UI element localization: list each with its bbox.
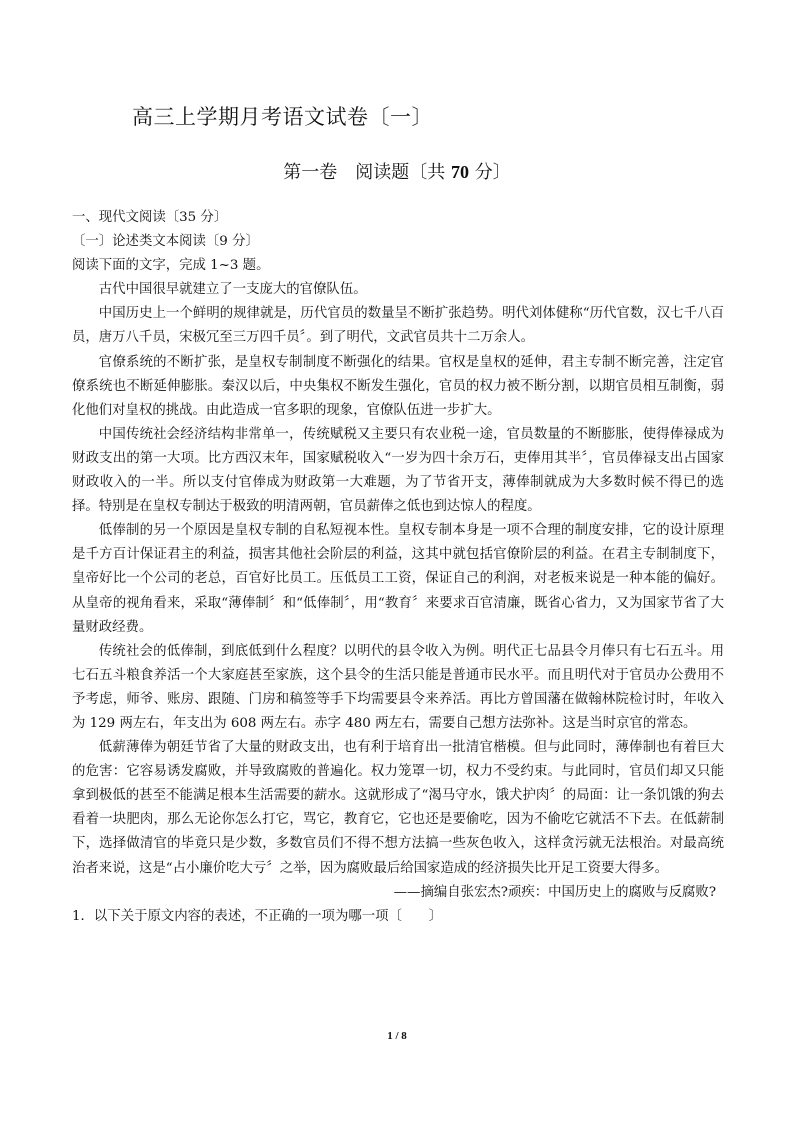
section-subtitle (0, 158, 794, 184)
article-paragraph: 中国传统社会经济结构非常单一，传统赋税又主要只有农业税一途，官员数量的不断膨胀，使得俸禄成为财政支出的第一大项。比方西汉末年，国家赋税收入“一岁为四十余万石，吏俸用其半〞，官员俸禄支出占国家财政收入的一半。所以支付官俸成为财政第一大难题，为了节省开支，薄俸制就成为大多数时候不得已的选择。特别是在皇权专制达于极致的明清两朝，官员薪俸之低也到达惊人的程度。 (72, 426, 724, 515)
article-paragraph: 官僚系统的不断扩张，是皇权专制制度不断强化的结果。官权是皇权的延伸，君主专制不断完善，注定官僚系统也不断延伸膨胀。秦汉以后，中央集权不断发生强化，官员的权力被不断分割，以期官员相互制衡，弱化他们对皇权的挑战。由此造成一官多职的现象，官僚队伍进一步扩大。 (72, 354, 724, 418)
page-number: 1 / 8 (387, 1030, 407, 1042)
article-paragraph: 古代中国很早就建立了一支庞大的官僚队伍。 (98, 282, 367, 298)
subtitle-suffix: 分〕 (469, 162, 511, 183)
section-subheading: 〔一〕论述类文本阅读〔9 分〕 (72, 234, 259, 250)
exam-title: 高三上学期月考语文试卷〔一〕 (132, 105, 433, 129)
document-body (72, 206, 724, 929)
subtitle-prefix: 第一卷 阅读题〔共 (283, 162, 451, 183)
article-paragraph: 低俸制的另一个原因是皇权专制的自私短视本性。皇权专制本身是一项不合理的制度安排，它的设计原理是千方百计保证君主的利益，损害其他社会阶层的利益，这其中就包括官僚阶层的利益。在君主专制制度下，皇帝好比一个公司的老总，百官好比员工。压低员工工资，保证自己的利润，对老板来说是一种本能的偏好。从皇帝的视角看来，采取“薄俸制〞和“低俸制〞，用“教育〞来要求百官清廉，既省心省力，又为国家节省了大量财政经费。 (72, 523, 724, 635)
article-paragraph: 低薪薄俸为朝廷节省了大量的财政支出，也有利于培育出一批清官楷模。但与此同时，薄俸制也有着巨大的危害：它容易诱发腐败，并导致腐败的普遍化。权力笼罩一切，权力不受约束。与此同时，官员们却又只能拿到极低的甚至不能满足根本生活需要的薪水。这就形成了“渴马守水，饿犬护肉〞的局面：让一条饥饿的狗去看着一块肥肉，那么无论你怎么打它，骂它，教育它，它也还是要偷吃，因为不偷吃它就活不下去。在低薪制下，选择做清官的毕竟只是少数，多数官员们不得不想方法搞一些灰色收入，这样贪污就无法根治。对最高统治者来说，这是“占小廉价吃大亏〞之举，因为腐败最后给国家造成的经济损失比开足工资要大得多。 (72, 740, 724, 876)
reading-instruction: 阅读下面的文字，完成 1~3 题。 (72, 258, 270, 274)
article-source: ——摘编自张宏杰?顽疾：中国历史上的腐败与反腐败? (393, 884, 716, 900)
article-paragraph: 中国历史上一个鲜明的规律就是，历代官员的数量呈不断扩张趋势。明代刘体健称“历代官数，汉七千八百员，唐万八千员，宋极冗至三万四千员〞。到了明代，文武官员共十二万余人。 (72, 306, 724, 346)
article-paragraph: 传统社会的低俸制，到底低到什么程度？以明代的县令收入为例。明代正七品县令月俸只有七石五斗。用七石五斗粮食养活一个大家庭甚至家族，这个县令的生活只能是普通市民水平。而且明代对于官员办公费用不予考虑，师爷、账房、跟随、门房和稿签等手下均需要县令来养活。再比方曾国藩在做翰林院检讨时，年收入为 129 两左右，年支出为 608 两左右。赤字 480 两左右，需要自己想方法弥补。这是当时京官的常态。 (72, 643, 724, 731)
subtitle-score: 70 (451, 162, 469, 182)
section-heading: 一、现代文阅读〔35 分〕 (72, 210, 228, 225)
question-1: 1．以下关于原文内容的表述，不正确的一项为哪一项〔 〕 (72, 908, 443, 924)
